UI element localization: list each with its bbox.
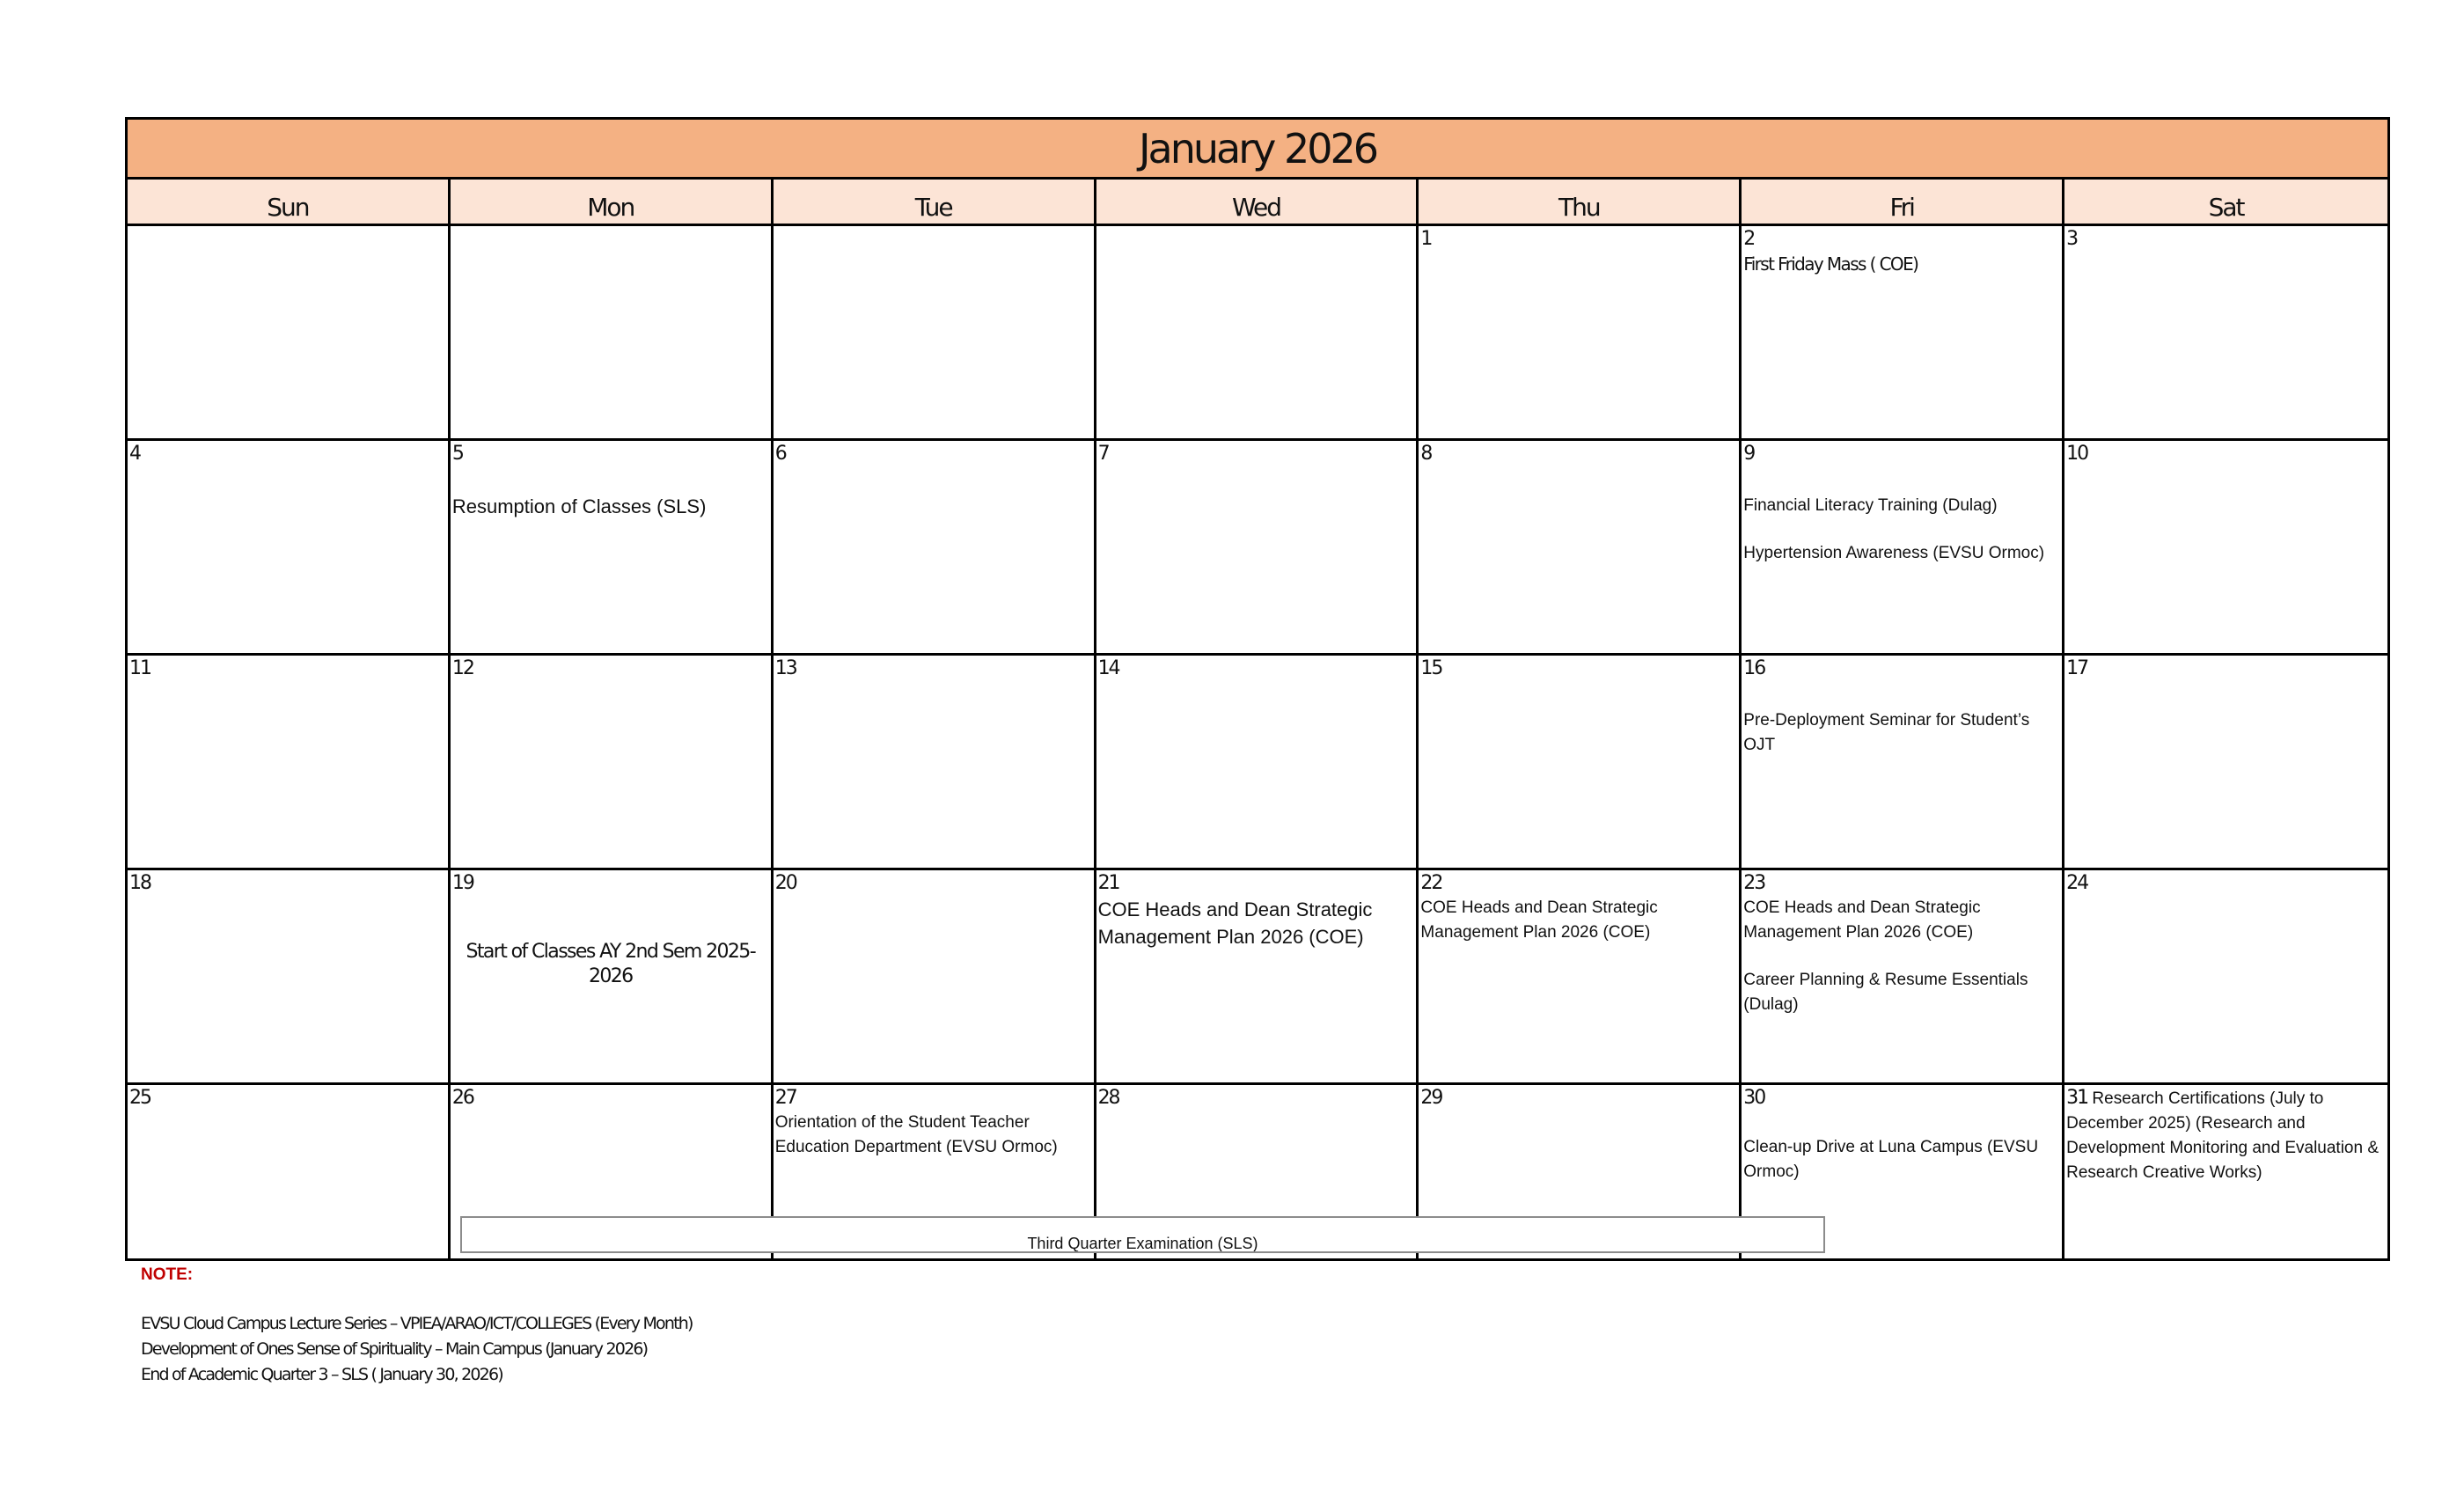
weekday-mon: Mon — [451, 180, 774, 224]
weekday-sat: Sat — [2208, 193, 2244, 222]
day-number: 8 — [1420, 443, 1432, 465]
day-cell — [1419, 226, 1742, 438]
note-item: End of Academic Quarter 3 – SLS ( January 30, 2026) — [141, 1365, 502, 1384]
event-text: COE Heads and Dean Strategic Management Plan 2026 (COE) — [1743, 898, 1981, 942]
week-row — [128, 226, 2387, 441]
weekday-header — [128, 180, 2387, 226]
week-row — [128, 656, 2387, 870]
day-cell — [451, 656, 774, 868]
event-text: Start of Classes AY 2nd Sem 2025-2026 — [466, 941, 756, 987]
day-number: 9 — [1743, 443, 1755, 465]
day-number: 29 — [1420, 1087, 1442, 1109]
day-cell — [1419, 870, 1742, 1082]
day-cell — [1742, 870, 2064, 1082]
weekday-fri: Fri — [1742, 180, 2064, 224]
day-number: 28 — [1097, 1087, 1119, 1109]
week-row — [128, 870, 2387, 1085]
event-text: Clean-up Drive at Luna Campus (EVSU Ormoc) — [1743, 1138, 2039, 1181]
event-text: Financial Literacy Training (Dulag) — [1743, 496, 1998, 515]
day-number: 18 — [129, 872, 150, 894]
day-number: 23 — [1743, 872, 1765, 894]
day-cell — [128, 1085, 451, 1258]
day-cell — [2064, 441, 2387, 653]
day-cell — [451, 870, 774, 1082]
day-cell — [128, 656, 451, 868]
day-number: 4 — [129, 443, 140, 465]
day-cell — [2064, 656, 2387, 868]
day-number: 7 — [1097, 443, 1109, 465]
notes-section — [141, 1265, 1197, 1388]
weekday-wed: Wed — [1096, 180, 1419, 224]
day-number: 30 — [1743, 1087, 1765, 1109]
day-number: 27 — [774, 1087, 796, 1109]
day-cell — [128, 870, 451, 1082]
day-number: 21 — [1097, 872, 1119, 894]
event-text: Career Planning & Resume Essentials (Dulag) — [1743, 971, 2028, 1014]
note-item: EVSU Cloud Campus Lecture Series – VPIEA/ARAO/ICT/COLLEGES (Every Month) — [141, 1314, 693, 1333]
day-number: 10 — [2066, 443, 2088, 465]
day-number: 3 — [2066, 228, 2078, 250]
weekday-tue: Tue — [774, 180, 1096, 224]
spanning-event-bar — [460, 1216, 1825, 1253]
day-cell — [1419, 441, 1742, 653]
day-cell — [128, 226, 451, 438]
day-number: 6 — [774, 443, 786, 465]
day-cell — [451, 441, 774, 653]
day-cell — [1096, 226, 1419, 438]
day-cell — [451, 226, 774, 438]
weekday-sun: Sun — [128, 180, 451, 224]
day-cell — [2064, 226, 2387, 438]
day-number: 13 — [774, 657, 796, 679]
day-cell — [1096, 441, 1419, 653]
day-cell — [1742, 441, 2064, 653]
event-label: Research Certifications (July to December 2025) (Research and Development Monitoring and Evaluation & Research Creative Works) — [2066, 1089, 2380, 1182]
event-text: Hypertension Awareness (EVSU Ormoc) — [1743, 544, 2045, 562]
day-cell — [128, 441, 451, 653]
note-item: Development of Ones Sense of Spirituality – Main Campus (January 2026) — [141, 1339, 648, 1359]
event-text: Orientation of the Student Teacher Education Department (EVSU Ormoc) — [774, 1113, 1058, 1156]
day-number: 5 — [451, 443, 463, 465]
event-text: COE Heads and Dean Strategic Management Plan 2026 (COE) — [1420, 898, 1658, 942]
calendar-weeks — [128, 226, 2387, 1258]
spanning-event-label: Third Quarter Examination (SLS) — [1027, 1235, 1258, 1252]
day-number: 16 — [1743, 657, 1765, 679]
event-text: First Friday Mass ( COE) — [1743, 253, 1918, 275]
day-number: 11 — [129, 657, 150, 679]
event-text: Resumption of Classes (SLS) — [451, 495, 707, 517]
notes-label: NOTE: — [141, 1265, 194, 1284]
day-number: 22 — [1420, 872, 1442, 894]
day-number: 19 — [451, 872, 473, 894]
day-cell — [774, 441, 1096, 653]
day-number: 14 — [1097, 657, 1119, 679]
weekday-thu: Thu — [1419, 180, 1742, 224]
day-number: 31 — [2066, 1087, 2088, 1109]
calendar — [125, 117, 2390, 1261]
day-cell — [1096, 656, 1419, 868]
day-cell — [2064, 870, 2387, 1082]
calendar-title: January 2026 — [128, 120, 2387, 180]
week-row — [128, 441, 2387, 656]
day-cell — [2064, 1085, 2387, 1258]
event-text: Pre-Deployment Seminar for Student’s OJT — [1743, 711, 2030, 754]
day-cell — [1419, 656, 1742, 868]
event-text — [2066, 1086, 2386, 1185]
day-number: 17 — [2066, 657, 2088, 679]
day-number: 26 — [451, 1087, 473, 1109]
day-number: 15 — [1420, 657, 1442, 679]
day-cell — [1742, 226, 2064, 438]
day-cell — [1742, 656, 2064, 868]
day-cell — [774, 226, 1096, 438]
day-number: 1 — [1420, 228, 1432, 250]
day-number: 20 — [774, 872, 796, 894]
day-number: 24 — [2066, 872, 2088, 894]
notes-list — [141, 1311, 1197, 1388]
day-number: 12 — [451, 657, 473, 679]
day-number: 25 — [129, 1087, 150, 1109]
day-number: 2 — [1743, 228, 1755, 250]
event-text: COE Heads and Dean Strategic Management Plan 2026 (COE) — [1097, 898, 1373, 948]
day-cell — [1096, 870, 1419, 1082]
day-cell — [774, 656, 1096, 868]
day-cell — [774, 870, 1096, 1082]
